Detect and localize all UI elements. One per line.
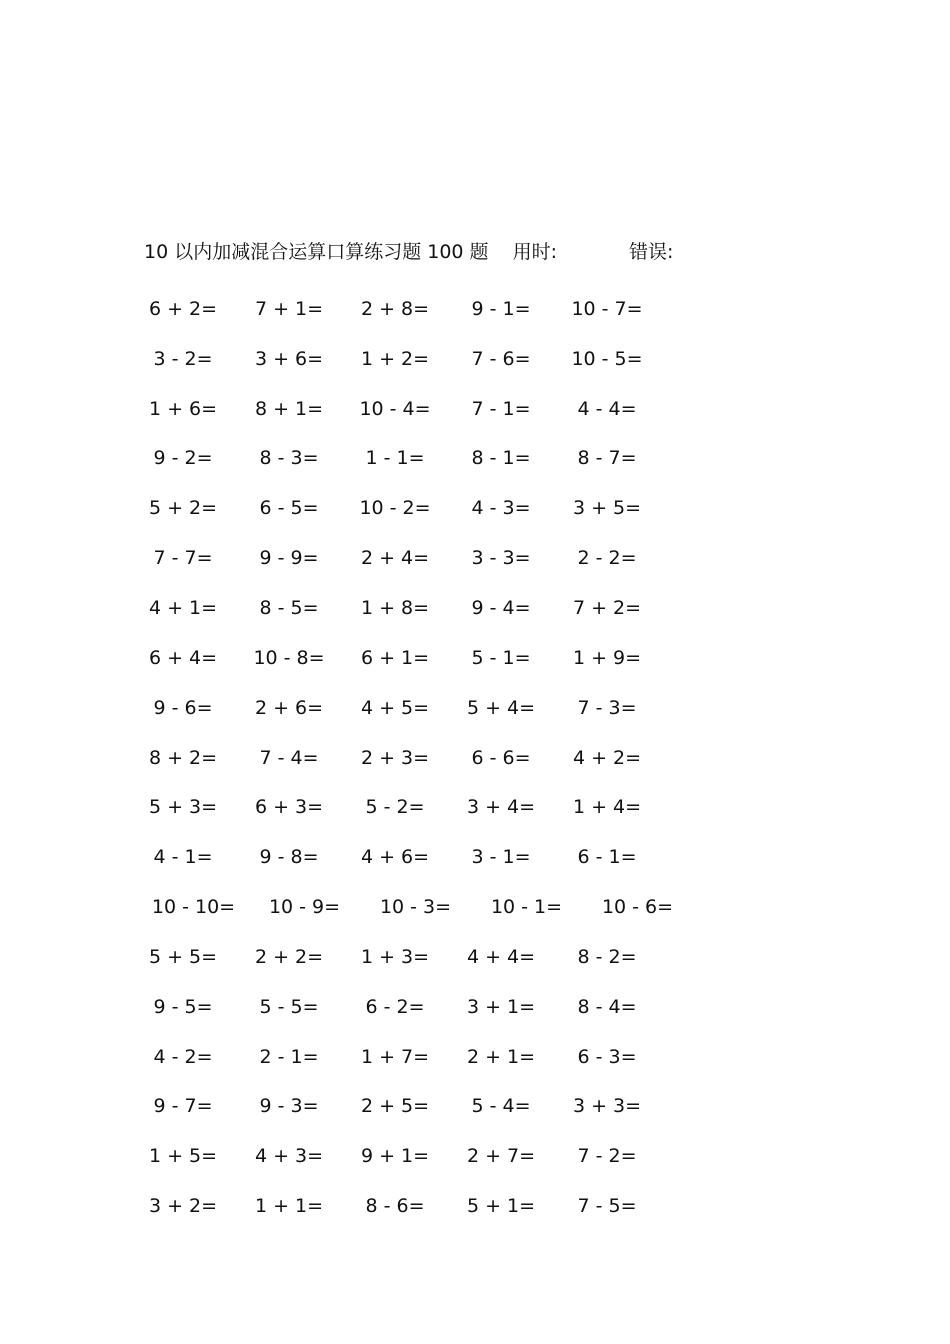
problem-row bbox=[144, 384, 704, 434]
problem-item: 9 - 7= bbox=[153, 1095, 213, 1118]
problem-item: 3 + 3= bbox=[572, 1095, 642, 1118]
problem-item: 4 + 1= bbox=[148, 596, 218, 619]
problem-row bbox=[144, 832, 704, 882]
problem-item: 1 + 4= bbox=[572, 796, 642, 819]
problem-grid bbox=[144, 284, 704, 1231]
problem-item: 2 + 2= bbox=[254, 945, 324, 968]
problem-item: 10 - 10= bbox=[151, 896, 236, 919]
problem-row bbox=[144, 1082, 704, 1132]
problem-item: 10 - 5= bbox=[571, 347, 643, 370]
problem-item: 2 + 1= bbox=[466, 1045, 536, 1068]
problem-item: 10 - 6= bbox=[601, 896, 674, 919]
worksheet-header bbox=[144, 236, 673, 264]
problem-row bbox=[144, 434, 704, 484]
problem-item: 2 + 4= bbox=[360, 547, 430, 570]
problem-item: 2 + 7= bbox=[466, 1145, 536, 1168]
problem-item: 5 + 1= bbox=[466, 1195, 536, 1218]
time-label: 用时: bbox=[512, 240, 557, 263]
problem-item: 7 - 6= bbox=[471, 347, 531, 370]
problem-item: 4 - 4= bbox=[577, 397, 637, 420]
problem-item: 7 + 1= bbox=[254, 297, 324, 320]
problem-item: 9 - 6= bbox=[153, 696, 213, 719]
problem-row bbox=[144, 284, 704, 334]
problem-item: 10 - 9= bbox=[268, 896, 341, 919]
problem-row bbox=[144, 1032, 704, 1082]
problem-item: 10 - 8= bbox=[253, 646, 325, 669]
problem-item: 7 - 1= bbox=[471, 397, 531, 420]
problem-item: 8 - 6= bbox=[365, 1195, 425, 1218]
problem-item: 2 - 1= bbox=[259, 1045, 319, 1068]
problem-item: 7 - 3= bbox=[577, 696, 637, 719]
problem-row bbox=[144, 483, 704, 533]
problem-item: 5 + 4= bbox=[466, 696, 536, 719]
problem-item: 3 + 2= bbox=[148, 1195, 218, 1218]
problem-item: 1 + 1= bbox=[254, 1195, 324, 1218]
problem-item: 8 - 5= bbox=[259, 596, 319, 619]
problem-item: 1 + 6= bbox=[148, 397, 218, 420]
problem-item: 8 - 3= bbox=[259, 447, 319, 470]
error-label: 错误: bbox=[628, 240, 674, 263]
problem-item: 1 + 2= bbox=[360, 347, 430, 370]
problem-item: 8 - 2= bbox=[577, 945, 637, 968]
problem-item: 4 + 2= bbox=[572, 746, 642, 769]
problem-item: 8 - 4= bbox=[577, 995, 637, 1018]
problem-item: 8 + 2= bbox=[148, 746, 218, 769]
problem-item: 4 + 3= bbox=[254, 1145, 324, 1168]
problem-item: 10 - 7= bbox=[571, 297, 643, 320]
problem-item: 6 + 1= bbox=[360, 646, 430, 669]
problem-item: 5 - 1= bbox=[471, 646, 531, 669]
problem-row bbox=[144, 982, 704, 1032]
problem-item: 6 - 6= bbox=[471, 746, 531, 769]
problem-item: 2 + 8= bbox=[360, 297, 430, 320]
problem-item: 1 + 5= bbox=[148, 1145, 218, 1168]
problem-item: 9 + 1= bbox=[360, 1145, 430, 1168]
problem-item: 9 - 9= bbox=[259, 547, 319, 570]
problem-item: 1 + 7= bbox=[360, 1045, 430, 1068]
problem-item: 6 - 2= bbox=[365, 995, 425, 1018]
worksheet-title: 10 以内加减混合运算口算练习题 100 题 bbox=[144, 240, 489, 263]
problem-item: 5 - 5= bbox=[259, 995, 319, 1018]
problem-item: 6 + 4= bbox=[148, 646, 218, 669]
problem-item: 3 - 2= bbox=[153, 347, 213, 370]
problem-item: 3 + 5= bbox=[572, 497, 642, 520]
problem-item: 6 - 5= bbox=[259, 497, 319, 520]
problem-row bbox=[144, 733, 704, 783]
problem-item: 9 - 2= bbox=[153, 447, 213, 470]
problem-item: 5 - 4= bbox=[471, 1095, 531, 1118]
problem-item: 8 - 7= bbox=[577, 447, 637, 470]
problem-item: 3 + 1= bbox=[466, 995, 536, 1018]
problem-item: 4 + 6= bbox=[360, 846, 430, 869]
problem-item: 1 + 9= bbox=[572, 646, 642, 669]
problem-item: 4 - 2= bbox=[153, 1045, 213, 1068]
problem-item: 5 - 2= bbox=[365, 796, 425, 819]
problem-item: 2 - 2= bbox=[577, 547, 637, 570]
problem-item: 7 - 7= bbox=[153, 547, 213, 570]
problem-item: 4 + 5= bbox=[360, 696, 430, 719]
problem-item: 2 + 5= bbox=[360, 1095, 430, 1118]
problem-item: 4 + 4= bbox=[466, 945, 536, 968]
problem-item: 7 - 4= bbox=[259, 746, 319, 769]
problem-item: 1 + 8= bbox=[360, 596, 430, 619]
problem-item: 6 - 1= bbox=[577, 846, 637, 869]
problem-item: 10 - 4= bbox=[359, 397, 431, 420]
problem-item: 2 + 6= bbox=[254, 696, 324, 719]
problem-row bbox=[144, 782, 704, 832]
problem-item: 6 + 3= bbox=[254, 796, 324, 819]
problem-item: 10 - 3= bbox=[379, 896, 452, 919]
problem-item: 9 - 5= bbox=[153, 995, 213, 1018]
problem-row bbox=[144, 1181, 704, 1231]
problem-row bbox=[144, 334, 704, 384]
problem-row bbox=[144, 633, 704, 683]
problem-item: 7 - 2= bbox=[577, 1145, 637, 1168]
problem-item: 6 - 3= bbox=[577, 1045, 637, 1068]
problem-item: 8 + 1= bbox=[254, 397, 324, 420]
problem-row bbox=[144, 882, 704, 932]
problem-item: 9 - 3= bbox=[259, 1095, 319, 1118]
problem-item: 10 - 1= bbox=[490, 896, 563, 919]
problem-item: 9 - 8= bbox=[259, 846, 319, 869]
problem-item: 4 - 3= bbox=[471, 497, 531, 520]
problem-row bbox=[144, 932, 704, 982]
problem-row bbox=[144, 533, 704, 583]
problem-item: 5 + 3= bbox=[148, 796, 218, 819]
problem-row bbox=[144, 683, 704, 733]
problem-item: 3 - 1= bbox=[471, 846, 531, 869]
problem-item: 1 - 1= bbox=[365, 447, 425, 470]
problem-item: 6 + 2= bbox=[148, 297, 218, 320]
problem-row bbox=[144, 1131, 704, 1181]
problem-item: 3 + 6= bbox=[254, 347, 324, 370]
problem-item: 1 + 3= bbox=[360, 945, 430, 968]
problem-item: 3 - 3= bbox=[471, 547, 531, 570]
problem-item: 4 - 1= bbox=[153, 846, 213, 869]
problem-row bbox=[144, 583, 704, 633]
problem-item: 9 - 4= bbox=[471, 596, 531, 619]
problem-item: 2 + 3= bbox=[360, 746, 430, 769]
problem-item: 7 + 2= bbox=[572, 596, 642, 619]
problem-item: 10 - 2= bbox=[359, 497, 431, 520]
problem-item: 3 + 4= bbox=[466, 796, 536, 819]
problem-item: 5 + 2= bbox=[148, 497, 218, 520]
problem-item: 8 - 1= bbox=[471, 447, 531, 470]
problem-item: 5 + 5= bbox=[148, 945, 218, 968]
problem-item: 7 - 5= bbox=[577, 1195, 637, 1218]
problem-item: 9 - 1= bbox=[471, 297, 531, 320]
